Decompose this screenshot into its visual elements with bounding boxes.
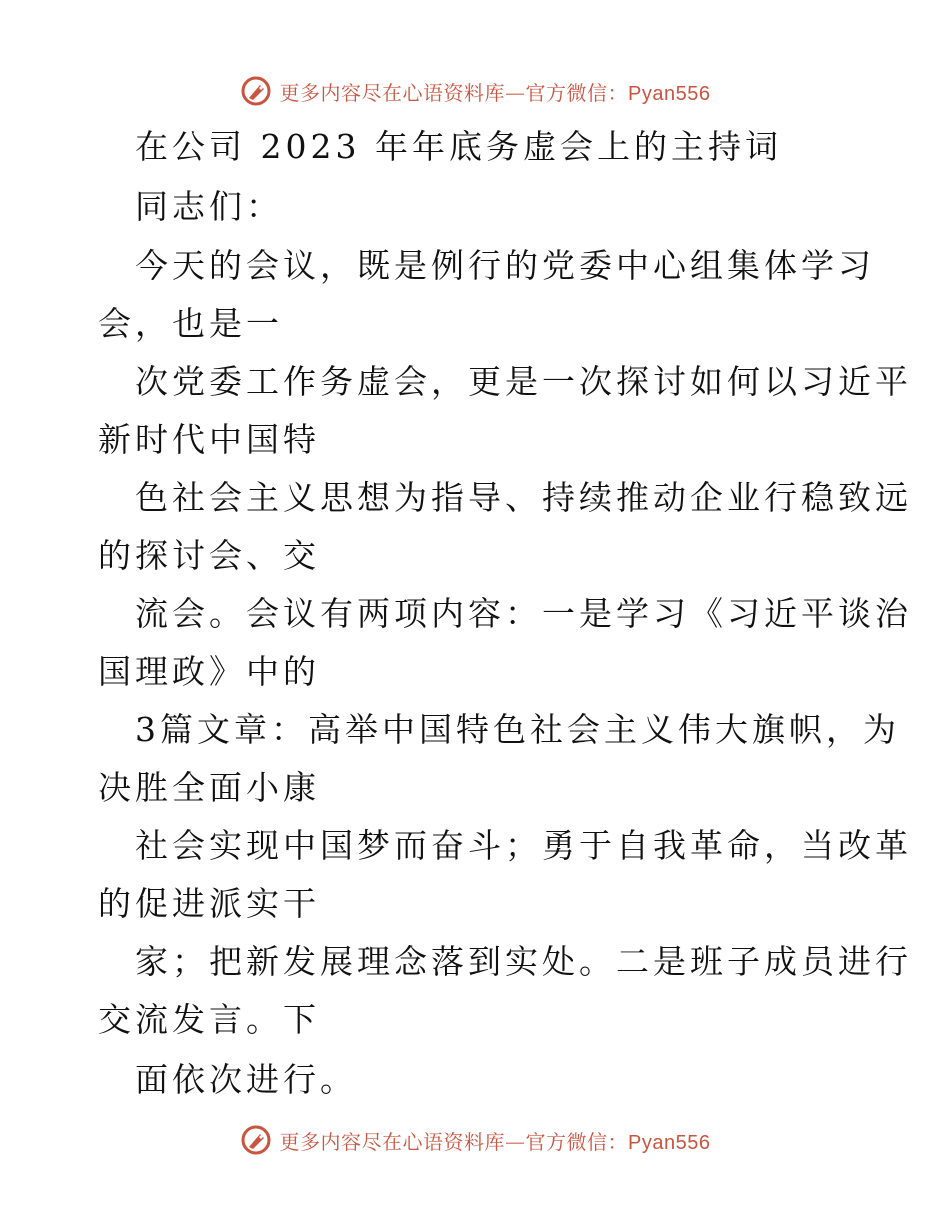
paragraph-line: 色社会主义思想为指导、持续推动企业行稳致远 xyxy=(135,478,912,517)
watermark-text: 更多内容尽在心语资料库—官方微信：Pyan556 xyxy=(279,80,711,105)
paragraph-line: 家；把新发展理念落到实处。二是班子成员进行 xyxy=(135,942,912,981)
paragraph-line: 会，也是一 xyxy=(98,304,283,343)
pen-nib-logo-icon xyxy=(240,1124,272,1156)
paragraph-line: 流会。会议有两项内容：一是学习《习近平谈治 xyxy=(135,594,912,633)
paragraph-line: 次党委工作务虚会，更是一次探讨如何以习近平 xyxy=(135,362,912,401)
paragraph-line: 的探讨会、交 xyxy=(98,536,320,575)
paragraph-line: 新时代中国特 xyxy=(98,420,320,459)
watermark-text: 更多内容尽在心语资料库—官方微信：Pyan556 xyxy=(279,1129,711,1154)
footer-watermark xyxy=(0,1120,950,1160)
paragraph-line: 决胜全面小康 xyxy=(98,768,320,807)
salutation: 同志们： xyxy=(135,187,283,226)
paragraph-line: 今天的会议，既是例行的党委中心组集体学习 xyxy=(135,246,875,285)
paragraph-line: 国理政》中的 xyxy=(98,652,320,691)
paragraph-line: 社会实现中国梦而奋斗；勇于自我革命，当改革 xyxy=(135,826,912,865)
document-title: 在公司 2023 年年底务虚会上的主持词 xyxy=(135,127,782,166)
paragraph-line: 面依次进行。 xyxy=(135,1060,357,1099)
paragraph-line: 3篇文章：高举中国特色社会主义伟大旗帜，为 xyxy=(135,710,900,749)
paragraph-line: 交流发言。下 xyxy=(98,1000,320,1039)
paragraph-line: 的促进派实干 xyxy=(98,884,320,923)
